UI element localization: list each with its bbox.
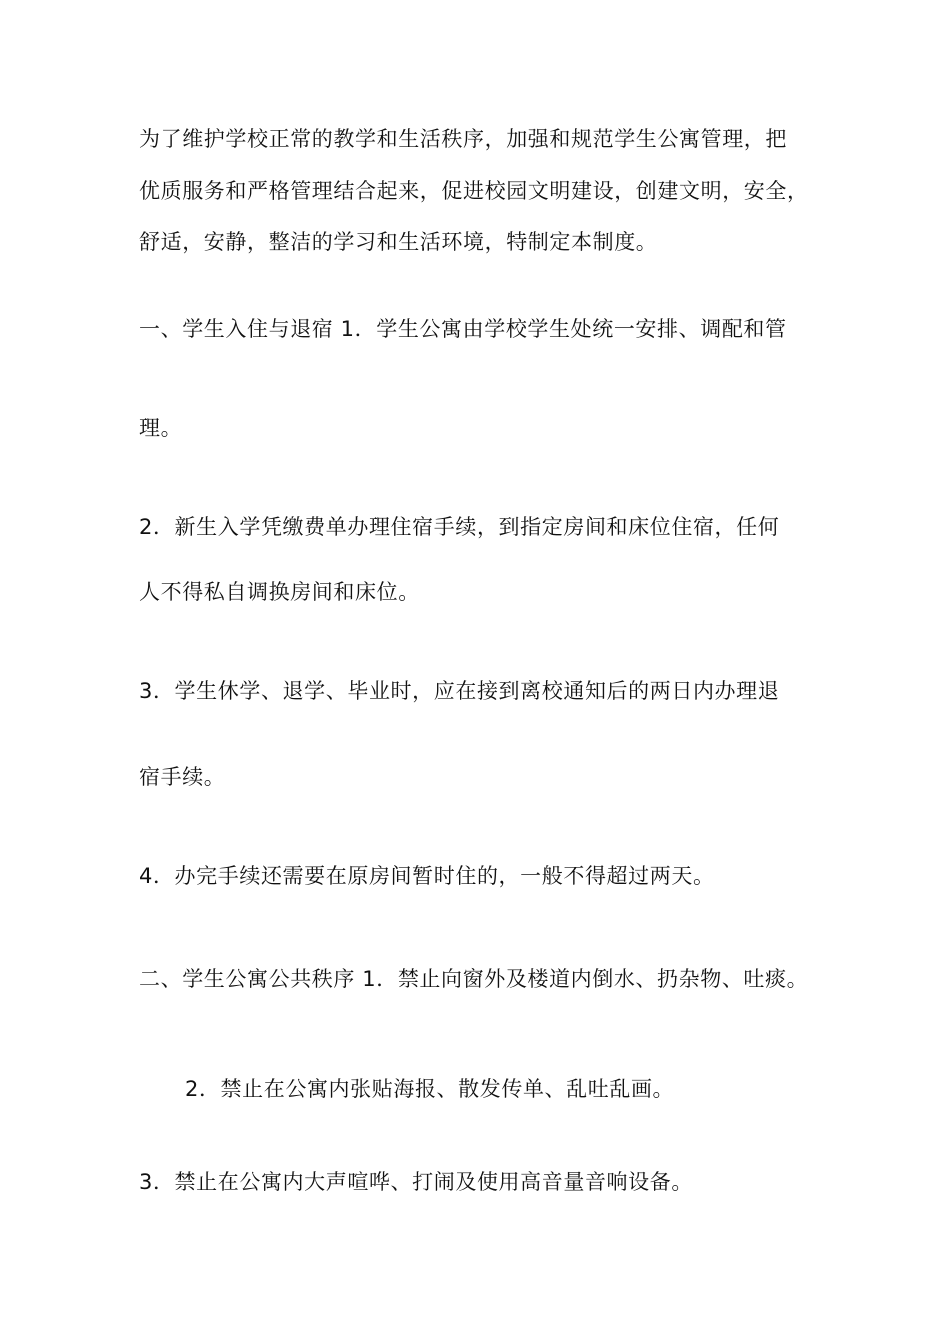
item-4-line: 4．办完手续还需要在原房间暂时住的，一般不得超过两天。	[139, 864, 715, 888]
intro-line-1: 为了维护学校正常的教学和生活秩序，加强和规范学生公寓管理，把	[139, 127, 787, 151]
intro-line-3: 舒适，安静，整洁的学习和生活环境，特制定本制度。	[139, 230, 658, 254]
intro-line-2: 优质服务和严格管理结合起来，促进校园文明建设，创建文明，安全，	[139, 179, 809, 203]
section-2-item-3: 3．禁止在公寓内大声喧哗、打闹及使用高音量音响设备。	[139, 1170, 693, 1194]
section-1-continuation: 理。	[139, 416, 183, 440]
section-1-heading-line: 一、学生入住与退宿 1．学生公寓由学校学生处统一安排、调配和管	[139, 317, 787, 341]
section-2-heading-line: 二、学生公寓公共秩序 1．禁止向窗外及楼道内倒水、扔杂物、吐痰。	[139, 967, 809, 991]
section-2-item-2: 2．禁止在公寓内张贴海报、散发传单、乱吐乱画。	[185, 1077, 675, 1101]
item-3-line-2: 宿手续。	[139, 765, 226, 789]
item-3-line-1: 3．学生休学、退学、毕业时，应在接到离校通知后的两日内办理退	[139, 679, 780, 703]
item-2-line-2: 人不得私自调换房间和床位。	[139, 580, 420, 604]
item-2-line-1: 2．新生入学凭缴费单办理住宿手续，到指定房间和床位住宿，任何	[139, 515, 780, 539]
